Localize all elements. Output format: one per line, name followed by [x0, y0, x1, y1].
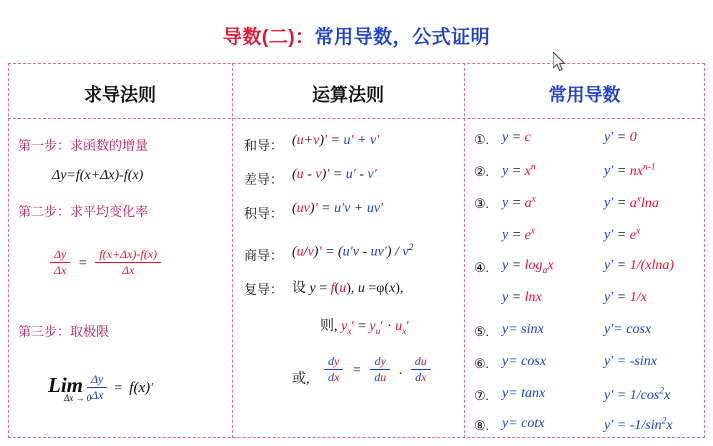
derivative-index-8: ⑦.	[474, 388, 489, 403]
derivative-result-0: y′ = 0	[604, 130, 637, 145]
derivative-result-4: y′ = 1/(xlna)	[604, 258, 675, 273]
rule-row-formula-2: (uv)′ = u′v + uv′	[292, 201, 384, 216]
limit-formula	[48, 373, 153, 404]
step-1-label: 第一步：求函数的增量	[18, 138, 149, 153]
derivative-function-9: y= cotx	[502, 416, 545, 431]
derivative-function-8: y= tanx	[502, 386, 546, 401]
derivative-index-1: ②.	[474, 164, 489, 179]
column-2-heading: 运算法则	[312, 85, 384, 105]
step-2-lhs-fraction: $\frac{\Delta y}{\Delta x}$	[50, 247, 70, 278]
derivative-function-6: y= sinx	[502, 322, 544, 337]
step-1-formula: Δy=f(x+Δx)-f(x)	[52, 168, 144, 183]
derivative-result-8: $y' = 1/\cos^2x$	[604, 386, 671, 403]
limit-subscript: Δx → 0	[64, 393, 92, 403]
derivative-function-1: $y = x^n$	[502, 162, 536, 179]
step-2-formula	[50, 248, 161, 279]
column-derivation-rules	[8, 63, 232, 438]
derivative-result-3: $y' = e^x$	[604, 226, 641, 243]
page-title-main: 导数(二)	[222, 27, 296, 48]
rule-row-formula-3: $(u/v)' = (u'v - uv') / v^2$	[292, 243, 414, 260]
derivative-function-4: $y = \log_ax$	[502, 258, 554, 276]
chain-rule-line: 则, $y_x' = y_u' \cdot u_x'$	[320, 319, 410, 337]
derivative-index-0: ①.	[474, 132, 489, 147]
rule-row-label-1: 差导：	[244, 172, 284, 187]
derivative-function-0: y = c	[502, 130, 531, 145]
rule-row-formula-4: 设 y = f(u), u =φ(x),	[292, 281, 404, 296]
rule-row-label-3: 商导：	[244, 248, 284, 263]
derivative-function-5: y = lnx	[502, 290, 542, 305]
chain-rule-alt-label: 或,	[292, 372, 310, 387]
chain-rule-fractions: $\frac{dy}{dx}$ = $\frac{dy}{du}$ . $\frac{du}{dx}$	[324, 355, 431, 386]
page-title-sub: 常用导数，公式证明	[314, 27, 491, 48]
derivative-function-2: $y = a^x$	[502, 194, 536, 211]
derivative-result-7: y′ = -sinx	[604, 354, 657, 369]
derivative-index-6: ⑤.	[474, 324, 489, 339]
rule-row-formula-1: (u - v)′ = u′ - v′	[292, 167, 377, 182]
column-operation-rules	[232, 63, 464, 438]
frac-du-dx: $\frac{du}{dx}$	[411, 354, 431, 385]
limit-rhs: f(x)	[129, 380, 151, 397]
rule-row-label-2: 积导：	[244, 206, 284, 221]
derivative-index-9: ⑧.	[474, 418, 489, 433]
limit-prime: ′	[150, 381, 154, 397]
derivative-function-3: $y = e^x$	[502, 226, 536, 243]
frac-dy-du: $\frac{dy}{du}$	[370, 354, 390, 385]
derivative-result-6: y′= cosx	[604, 322, 652, 337]
derivative-index-4: ④.	[474, 260, 489, 275]
column-3-heading: 常用导数	[548, 85, 621, 105]
derivative-index-7: ⑥.	[474, 356, 489, 371]
derivative-result-2: $y' = a^x\ln a$	[604, 194, 659, 211]
derivative-function-7: y= cosx	[502, 354, 547, 369]
rule-row-label-4: 复导：	[244, 282, 284, 297]
derivative-result-1: $y' = nx^{n-1}$	[604, 162, 656, 179]
limit-equals: =	[114, 381, 123, 397]
derivative-result-5: y′ = 1/x	[604, 290, 647, 305]
page-title	[0, 22, 713, 49]
page-title-separator: ：	[295, 27, 315, 48]
derivative-result-9: $y' = -1/\sin^2x$	[604, 416, 673, 433]
limit-operator: Lim	[48, 373, 83, 398]
column-common-derivatives	[464, 63, 705, 438]
step-2-equals: =	[78, 255, 87, 271]
derivative-index-2: ③.	[474, 196, 489, 211]
step-2-rhs-fraction: $\frac{f(x+\Delta x)-f(x)}{\Delta x}$	[95, 247, 161, 278]
rule-row-formula-0: (u+v)′ = u′ + v′	[292, 133, 380, 148]
limit-fraction: $\frac{\Delta y}{\Delta x}$	[87, 372, 107, 403]
step-2-label: 第二步：求平均变化率	[18, 204, 149, 219]
column-1-heading: 求导法则	[84, 85, 156, 105]
rule-row-label-0: 和导：	[244, 138, 284, 153]
step-3-label: 第三步：取极限	[18, 324, 110, 339]
frac-dy-dx: $\frac{dy}{dx}$	[324, 354, 343, 385]
